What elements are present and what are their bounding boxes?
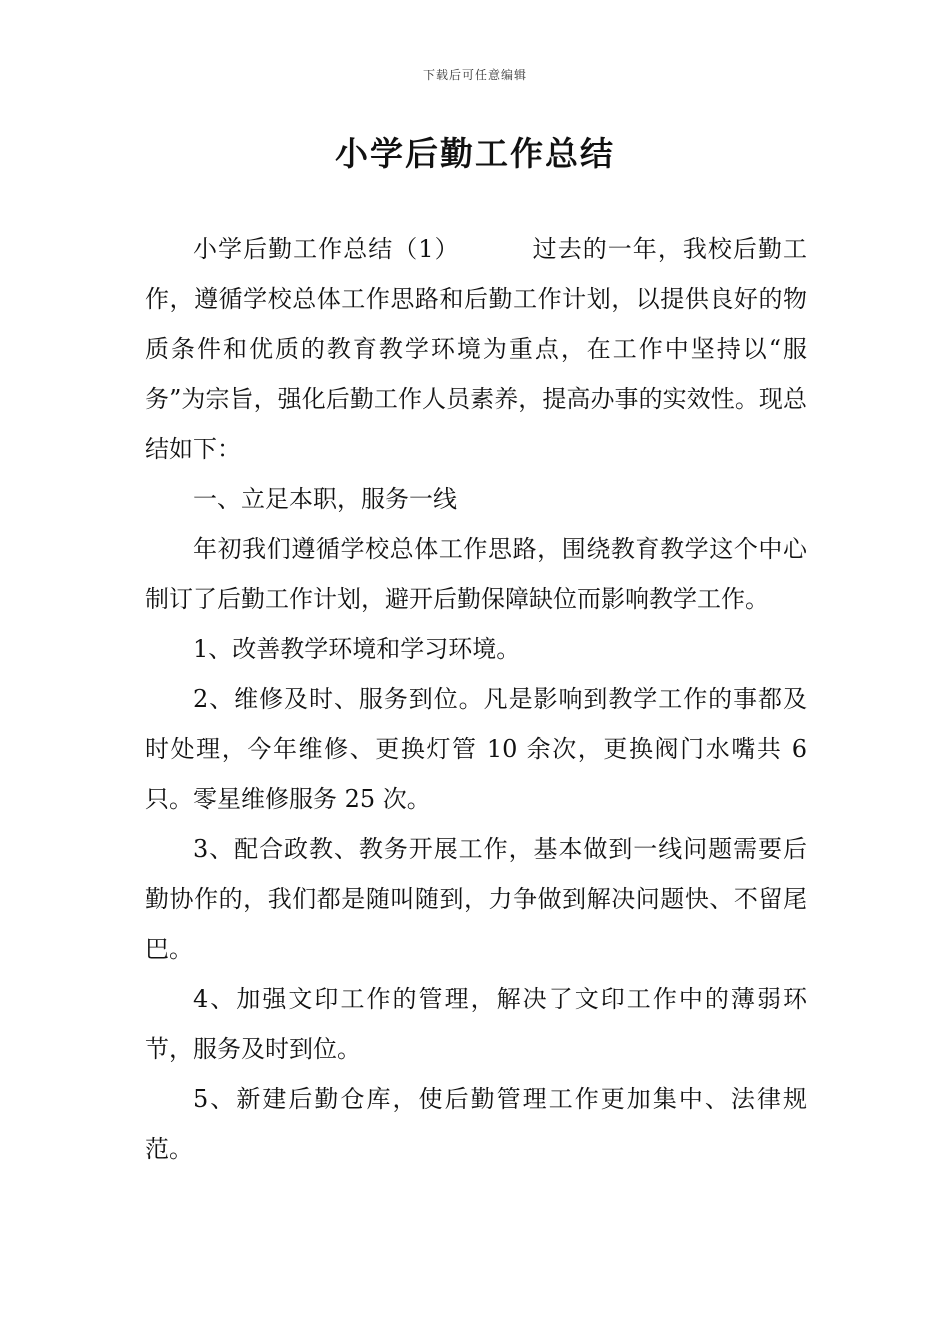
document-title: 小学后勤工作总结	[335, 134, 615, 173]
list-item-3: 3、配合政教、教务开展工作，基本做到一线问题需要后勤协作的，我们都是随叫随到，力争做到解决问题快、不留尾巴。	[145, 835, 807, 963]
intro-text: 过去的一年，我校后勤工作，遵循学校总体工作思路和后勤工作计划，以提供良好的物质条件和优质的教育教学环境为重点，在工作中坚持以“服务”为宗旨，强化后勤工作人员素养，提高办事的实效性。现总结如下：	[145, 235, 807, 463]
list-item-5: 5、新建后勤仓库，使后勤管理工作更加集中、法律规范。	[145, 1085, 807, 1163]
section-paragraph: 年初我们遵循学校总体工作思路，围绕教育教学这个中心制订了后勤工作计划，避开后勤保障缺位而影响教学工作。	[145, 535, 807, 613]
list-item-2: 2、维修及时、服务到位。凡是影响到教学工作的事都及时处理，今年维修、更换灯管 10 余次，更换阀门水嘴共 6 只。零星维修服务 25 次。	[145, 685, 807, 813]
intro-label: 小学后勤工作总结（1）	[193, 235, 460, 263]
list-item-4: 4、加强文印工作的管理，解决了文印工作中的薄弱环节，服务及时到位。	[145, 985, 807, 1063]
document-body	[145, 224, 807, 1174]
header-note: 下载后可任意编辑	[422, 68, 527, 82]
list-item-1: 1、改善教学环境和学习环境。	[193, 635, 521, 663]
intro-paragraph	[145, 224, 807, 474]
section-heading: 一、立足本职，服务一线	[193, 485, 457, 513]
